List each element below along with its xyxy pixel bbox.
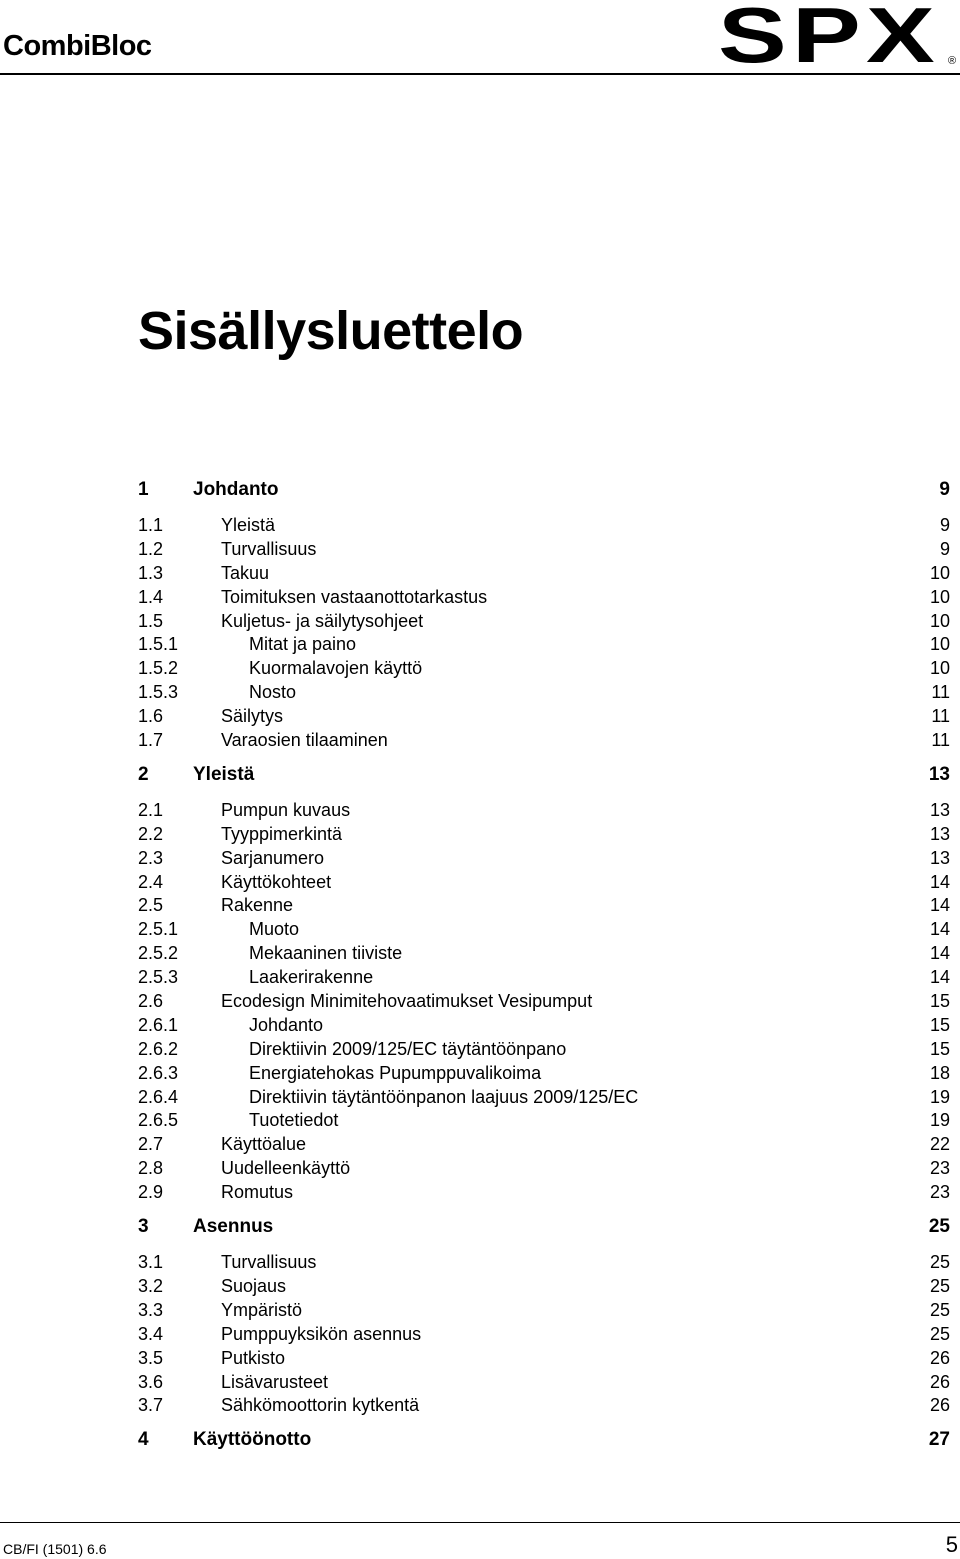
toc-entry-row[interactable] [138,657,950,681]
toc-entry-row[interactable] [138,1109,950,1133]
toc-page-number: 26 [929,1347,950,1368]
toc-page-number: 23 [929,1158,950,1179]
toc-section-title: Kuormalavojen käyttö [249,658,423,679]
toc-page-number: 9 [939,515,950,535]
toc-page-number: 25 [929,1252,950,1273]
toc-section-number: 4 [138,1429,149,1451]
toc-section-number: 1.5.2 [138,658,179,679]
toc-section-number: 1.5 [138,610,164,631]
toc-section-title: Johdanto [249,1014,324,1035]
toc-page-number: 18 [929,1062,950,1083]
toc-section-title: Uudelleenkäyttö [221,1158,351,1179]
toc-section-title: Nosto [249,682,297,703]
toc-page-number: 19 [929,1110,950,1131]
toc-section-title: Direktiivin 2009/125/EC täytäntöönpano [249,1038,567,1059]
toc-section-number: 3.5 [138,1347,164,1368]
toc-section-title: Mekaaninen tiiviste [249,943,403,964]
toc-section-number: 2.5 [138,895,164,916]
toc-entry-row[interactable] [138,1275,950,1299]
toc-entry-row[interactable] [138,705,950,729]
toc-chapter-row[interactable] [138,763,950,799]
toc-page-number: 10 [929,634,950,655]
toc-page-number: 11 [931,730,950,751]
toc-section-title: Tuotetiedot [249,1110,339,1131]
toc-section-title: Käyttöönotto [193,1429,312,1451]
toc-page-number: 9 [939,479,950,500]
toc-section-title: Kuljetus- ja säilytysohjeet [221,610,424,631]
toc-section-title: Mitat ja paino [249,634,357,655]
toc-page-number: 14 [929,943,950,964]
toc-section-title: Lisävarusteet [221,1371,329,1392]
toc-section-number: 1.6 [138,706,164,727]
toc-page-number: 10 [929,658,950,679]
toc-entry-row[interactable] [138,1157,950,1181]
toc-entry-row[interactable] [138,538,950,562]
toc-page-number: 19 [929,1086,950,1107]
toc-section-number: 2.6.4 [138,1086,179,1107]
toc-section-title: Varaosien tilaaminen [221,730,388,751]
toc-entry-row[interactable] [138,942,950,966]
toc-section-title: Muoto [249,919,300,940]
toc-page-number: 14 [929,895,950,916]
page-number: 5 [945,1532,958,1557]
toc-section-number: 3.6 [138,1371,164,1392]
toc-chapter-row[interactable] [138,1215,950,1251]
toc-section-title: Sarjanumero [221,847,325,868]
toc-section-number: 3.3 [138,1299,164,1320]
toc-entry-row[interactable] [138,1323,950,1347]
toc-page-number: 9 [939,538,950,559]
toc-section-title: Ympäristö [221,1299,303,1320]
toc-entry-row[interactable] [138,871,950,895]
toc-section-number: 2.5.2 [138,943,179,964]
toc-entry-row[interactable] [138,1181,950,1205]
toc-entry-row[interactable] [138,799,950,823]
document-header-title: CombiBloc [3,30,152,62]
toc-section-number: 2.3 [138,847,164,868]
toc-page-number: 13 [929,847,950,868]
document-code: CB/FI (1501) 6.6 [3,1541,107,1557]
toc-page-number: 23 [929,1182,950,1203]
toc-section-number: 2.1 [138,799,164,820]
toc-section-title: Pumppuyksikön asennus [221,1323,422,1344]
toc-page-number: 13 [929,799,950,820]
footer-divider [0,1522,960,1523]
toc-section-number: 1.3 [138,562,164,583]
toc-entry-row[interactable] [138,1086,950,1110]
toc-section-number: 3.4 [138,1323,164,1344]
toc-section-number: 2.5.3 [138,967,179,988]
toc-page-number: 15 [929,991,950,1012]
toc-entry-row[interactable] [138,633,950,657]
toc-section-number: 2 [138,763,149,785]
toc-page-number: 25 [929,1275,950,1296]
toc-entry-row[interactable] [138,1347,950,1371]
toc-entry-row[interactable] [138,729,950,753]
toc-entry-row[interactable] [138,1251,950,1275]
toc-entry-row[interactable] [138,847,950,871]
toc-page-number: 13 [928,763,950,785]
toc-section-number: 3.2 [138,1275,164,1296]
toc-page-number: 13 [929,823,950,844]
toc-section-title: Käyttökohteet [221,871,332,892]
spx-logo-text: SPX [718,0,940,68]
toc-entry-row[interactable] [138,918,950,942]
toc-entry-row[interactable] [138,1014,950,1038]
toc-entry-row[interactable] [138,1371,950,1395]
toc-page-number: 11 [931,682,950,703]
toc-section-title: Putkisto [221,1347,286,1368]
toc-section-number: 2.6.3 [138,1062,179,1083]
toc-section-title: Pumpun kuvaus [221,799,351,820]
toc-section-title: Energiatehokas Pupumppuvalikoima [249,1062,542,1083]
toc-section-title: Takuu [221,562,270,583]
toc-page-number: 14 [929,919,950,940]
toc-page-number: 25 [928,1216,950,1238]
header-divider [0,73,960,75]
toc-entry-row[interactable] [138,823,950,847]
toc-section-title: Yleistä [193,763,255,785]
toc-section-number: 1 [138,479,149,500]
toc-section-number: 1.4 [138,586,164,607]
table-of-contents [138,478,950,1464]
toc-section-number: 2.9 [138,1182,164,1203]
toc-section-number: 1.5.1 [138,634,179,655]
toc-page-number: 14 [929,871,950,892]
toc-section-title: Rakenne [221,895,294,916]
toc-section-title: Asennus [193,1216,274,1238]
toc-section-title: Turvallisuus [221,1252,317,1273]
toc-section-title: Tyyppimerkintä [221,823,343,844]
toc-section-number: 2.6.1 [138,1014,179,1035]
toc-entry-row[interactable] [138,990,950,1014]
toc-page-number: 27 [928,1429,950,1451]
toc-section-number: 2.6.5 [138,1110,179,1131]
toc-section-title: Romutus [221,1182,294,1203]
toc-section-number: 3.1 [138,1252,164,1273]
toc-page-number: 25 [929,1323,950,1344]
spx-logo [716,0,960,68]
toc-entry-row[interactable] [138,1133,950,1157]
toc-entry-row[interactable] [138,1394,950,1418]
toc-page-number: 10 [929,610,950,631]
toc-page-number: 10 [929,562,950,583]
toc-chapter-row[interactable] [138,478,950,514]
toc-entry-row[interactable] [138,966,950,990]
toc-entry-row[interactable] [138,894,950,918]
toc-section-number: 1.1 [138,515,164,535]
toc-entry-row[interactable] [138,1299,950,1323]
toc-section-number: 1.7 [138,730,164,751]
registered-mark: ® [948,55,957,67]
toc-page-number: 10 [929,586,950,607]
toc-section-title: Säilytys [221,706,284,727]
toc-section-number: 2.5.1 [138,919,179,940]
toc-page-number: 22 [929,1134,950,1155]
toc-page-number: 15 [929,1038,950,1059]
toc-section-title: Toimituksen vastaanottotarkastus [221,586,488,607]
toc-section-title: Käyttöalue [221,1134,307,1155]
toc-entry-row[interactable] [138,514,950,538]
toc-entry-row[interactable] [138,586,950,610]
toc-section-number: 1.5.3 [138,682,179,703]
toc-section-number: 1.2 [138,538,164,559]
toc-page-number: 11 [931,706,950,727]
toc-page-number: 26 [929,1371,950,1392]
toc-entry-row[interactable] [138,681,950,705]
toc-entry-row[interactable] [138,562,950,586]
toc-section-title: Yleistä [221,515,276,535]
toc-section-title: Laakerirakenne [249,967,374,988]
toc-section-title: Johdanto [193,479,279,500]
toc-section-number: 2.7 [138,1134,164,1155]
toc-page-number: 15 [929,1014,950,1035]
toc-section-number: 2.2 [138,823,164,844]
toc-section-title: Direktiivin täytäntöönpanon laajuus 2009/125/EC [249,1086,639,1107]
toc-section-number: 2.6 [138,991,164,1012]
page-title: Sisällysluettelo [138,301,524,361]
toc-page-number: 14 [929,967,950,988]
toc-section-title: Suojaus [221,1275,287,1296]
toc-entry-row[interactable] [138,1062,950,1086]
toc-entry-row[interactable] [138,1038,950,1062]
toc-section-number: 2.8 [138,1158,164,1179]
toc-page-number: 25 [929,1299,950,1320]
toc-section-number: 2.4 [138,871,164,892]
toc-page-number: 26 [929,1395,950,1416]
toc-section-number: 2.6.2 [138,1038,179,1059]
toc-entry-row[interactable] [138,610,950,634]
toc-chapter-row[interactable] [138,1428,950,1464]
toc-section-title: Turvallisuus [221,538,317,559]
toc-section-number: 3.7 [138,1395,164,1416]
toc-section-title: Sähkömoottorin kytkentä [221,1395,420,1416]
toc-section-title: Ecodesign Minimitehovaatimukset Vesipumput [221,991,593,1012]
toc-section-number: 3 [138,1216,149,1238]
